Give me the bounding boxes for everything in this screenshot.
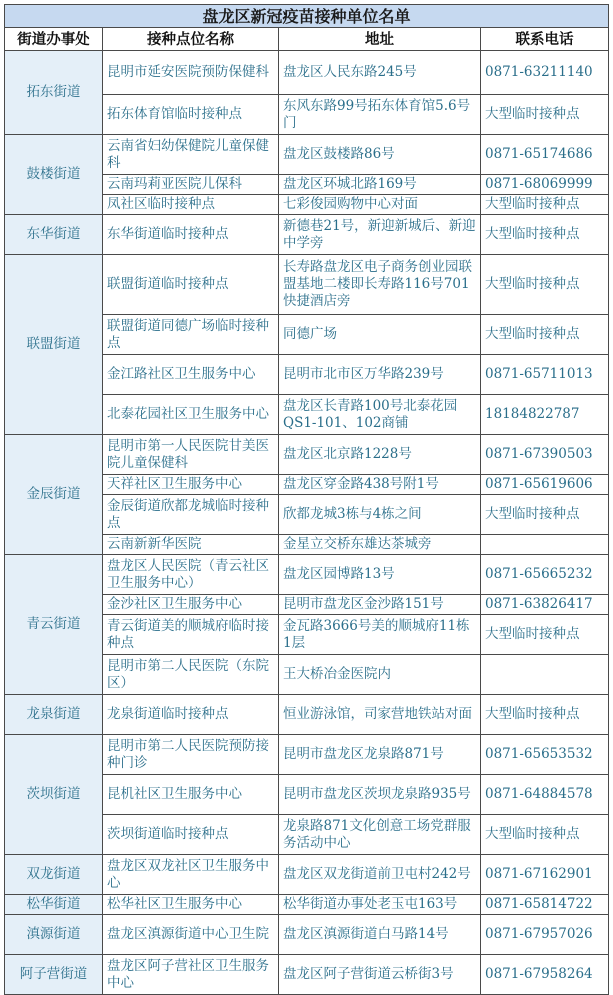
phone-cell: 大型临时接种点 [481,95,609,135]
phone-cell: 0871-65711013 [481,355,609,395]
address-cell: 王大桥冶金医院内 [279,655,481,695]
street-office-cell: 茨坝街道 [5,735,103,855]
unit-name-cell: 盘龙区双龙社区卫生服务中心 [103,855,279,895]
address-cell: 盘龙区北京路1228号 [279,435,481,475]
address-cell: 长寿路盘龙区电子商务创业园联盟基地二楼即长寿路116号701快捷酒店旁 [279,255,481,315]
phone-cell: 0871-65814722 [481,895,609,915]
table-row [5,435,609,475]
phone-cell: 0871-67958264 [481,955,609,995]
phone-cell: 0871-65174686 [481,135,609,175]
street-office-cell: 双龙街道 [5,855,103,895]
phone-cell: 18184822787 [481,395,609,435]
unit-name-cell: 龙泉街道临时接种点 [103,695,279,735]
phone-cell: 0871-67390503 [481,435,609,475]
address-cell: 盘龙区人民东路245号 [279,51,481,95]
phone-cell: 0871-65665232 [481,555,609,595]
address-cell: 松华街道办事处老玉屯163号 [279,895,481,915]
unit-name-cell: 云南新新华医院 [103,535,279,555]
unit-name-cell: 昆明市延安医院预防保健科 [103,51,279,95]
address-cell: 欣都龙城3栋与4栋之间 [279,495,481,535]
address-cell: 盘龙区阿子营街道云桥街3号 [279,955,481,995]
street-office-cell: 青云街道 [5,555,103,695]
street-office-cell: 拓东街道 [5,51,103,135]
unit-name-cell: 北泰花园社区卫生服务中心 [103,395,279,435]
phone-cell: 0871-64884578 [481,775,609,815]
street-office-cell: 联盟街道 [5,255,103,435]
unit-name-cell: 盘龙区人民医院（青云社区卫生服务中心） [103,555,279,595]
phone-cell: 大型临时接种点 [481,615,609,655]
street-office-cell: 鼓楼街道 [5,135,103,215]
table-row [5,895,609,915]
unit-name-cell: 金辰街道欣都龙城临时接种点 [103,495,279,535]
address-cell: 昆明市盘龙区金沙路151号 [279,595,481,615]
unit-name-cell: 昆明市第二人民医院预防接种门诊 [103,735,279,775]
address-cell: 盘龙区滇源街道白马路14号 [279,915,481,955]
table-row [5,555,609,595]
table-row [5,955,609,995]
unit-name-cell: 昆明市第一人民医院甘美医院儿童保健科 [103,435,279,475]
phone-cell: 大型临时接种点 [481,315,609,355]
unit-name-cell: 松华社区卫生服务中心 [103,895,279,915]
header-address: 地址 [279,28,481,51]
table-row [5,695,609,735]
phone-cell: 0871-67162901 [481,855,609,895]
address-cell: 恒业游泳馆，司家营地铁站对面 [279,695,481,735]
table-row [5,855,609,895]
address-cell: 金星立交桥东雄达茶城旁 [279,535,481,555]
unit-name-cell: 东华街道临时接种点 [103,215,279,255]
unit-name-cell: 金沙社区卫生服务中心 [103,595,279,615]
phone-cell: 大型临时接种点 [481,695,609,735]
sheet-title: 盘龙区新冠疫苗接种单位名单 [5,5,609,28]
unit-name-cell: 云南省妇幼保健院儿童保健科 [103,135,279,175]
address-cell: 金瓦路3666号美的顺城府11栋1层 [279,615,481,655]
table-row [5,915,609,955]
header-street: 街道办事处 [5,28,103,51]
address-cell: 盘龙区长青路100号北泰花园QS1-101、102商铺 [279,395,481,435]
vaccination-sites-sheet [4,4,608,995]
unit-name-cell: 联盟街道临时接种点 [103,255,279,315]
unit-name-cell: 昆机社区卫生服务中心 [103,775,279,815]
header-unit: 接种点位名称 [103,28,279,51]
header-phone: 联系电话 [481,28,609,51]
unit-name-cell: 联盟街道同德广场临时接种点 [103,315,279,355]
address-cell: 七彩俊园购物中心对面 [279,195,481,215]
street-office-cell: 松华街道 [5,895,103,915]
phone-cell: 大型临时接种点 [481,495,609,535]
phone-cell: 大型临时接种点 [481,815,609,855]
phone-cell: 大型临时接种点 [481,255,609,315]
vaccination-sites-table [4,4,609,995]
unit-name-cell: 青云街道美的顺城府临时接种点 [103,615,279,655]
phone-cell: 0871-63211140 [481,51,609,95]
address-cell: 昆明市北市区万华路239号 [279,355,481,395]
phone-cell: 0871-65653532 [481,735,609,775]
phone-cell: 大型临时接种点 [481,215,609,255]
phone-cell: 0871-68069999 [481,175,609,195]
address-cell: 同德广场 [279,315,481,355]
phone-cell: 0871-63826417 [481,595,609,615]
unit-name-cell: 金江路社区卫生服务中心 [103,355,279,395]
street-office-cell: 阿子营街道 [5,955,103,995]
street-office-cell: 金辰街道 [5,435,103,555]
table-row [5,135,609,175]
unit-name-cell: 凤社区临时接种点 [103,195,279,215]
address-cell: 昆明市盘龙区龙泉路871号 [279,735,481,775]
address-cell: 盘龙区穿金路438号附1号 [279,475,481,495]
street-office-cell: 东华街道 [5,215,103,255]
phone-cell [481,535,609,555]
header-row [5,28,609,51]
street-office-cell: 龙泉街道 [5,695,103,735]
address-cell: 盘龙区双龙街道前卫屯村242号 [279,855,481,895]
address-cell: 东风东路99号拓东体育馆5.6号门 [279,95,481,135]
unit-name-cell: 昆明市第二人民医院（东院区） [103,655,279,695]
unit-name-cell: 茨坝街道临时接种点 [103,815,279,855]
phone-cell: 大型临时接种点 [481,195,609,215]
unit-name-cell: 云南玛莉亚医院儿保科 [103,175,279,195]
table-row [5,735,609,775]
table-row [5,215,609,255]
address-cell: 新德巷21号，新迎新城后、新迎中学旁 [279,215,481,255]
unit-name-cell: 盘龙区阿子营社区卫生服务中心 [103,955,279,995]
address-cell: 龙泉路871文化创意工场党群服务活动中心 [279,815,481,855]
table-row [5,255,609,315]
address-cell: 昆明市盘龙区茨坝龙泉路935号 [279,775,481,815]
address-cell: 盘龙区园博路13号 [279,555,481,595]
unit-name-cell: 盘龙区滇源街道中心卫生院 [103,915,279,955]
phone-cell: 0871-65619606 [481,475,609,495]
phone-cell [481,655,609,695]
unit-name-cell: 天祥社区卫生服务中心 [103,475,279,495]
street-office-cell: 滇源街道 [5,915,103,955]
title-row [5,5,609,28]
address-cell: 盘龙区鼓楼路86号 [279,135,481,175]
address-cell: 盘龙区环城北路169号 [279,175,481,195]
unit-name-cell: 拓东体育馆临时接种点 [103,95,279,135]
table-row [5,51,609,95]
phone-cell: 0871-67957026 [481,915,609,955]
